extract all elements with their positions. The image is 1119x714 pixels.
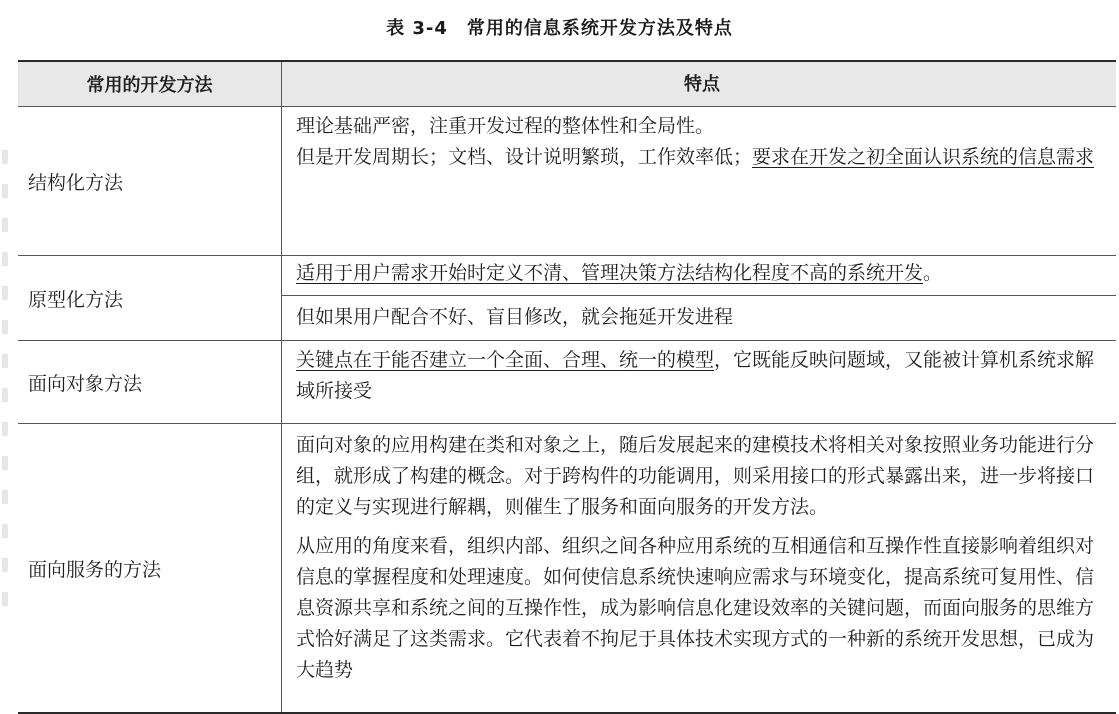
method-features xyxy=(282,256,1116,340)
method-features xyxy=(282,424,1116,712)
scan-margin-marks xyxy=(0,150,10,650)
table-row-structured xyxy=(18,107,1116,256)
method-name: 面向服务的方法 xyxy=(18,424,282,712)
feature-line xyxy=(296,142,1108,173)
feature-text: 。 xyxy=(923,262,943,284)
method-name: 原型化方法 xyxy=(18,256,282,340)
feature-line: 理论基础严密，注重开发过程的整体性和全局性。 xyxy=(296,115,715,137)
table-title: 表 3-4 常用的信息系统开发方法及特点 xyxy=(386,18,733,39)
table-header-row xyxy=(18,62,1116,107)
feature-text-underlined: 适用于用户需求开始时定义不清、管理决策方法结构化程度不高的系统开发 xyxy=(296,262,924,284)
method-name: 结构化方法 xyxy=(18,107,282,255)
feature-line xyxy=(296,258,1108,289)
feature-text: ，它既能反映问题域，又能被计算机系统求解域所接受 xyxy=(296,349,1095,402)
feature-paragraph: 面向对象的应用构建在类和对象之上，随后发展起来的建模技术将相关对象按照业务功能进行分组，就形成了构建的概念。对于跨构件的功能调用，则采用接口的形式暴露出来，进一步将接口的定义与实现进行解耦，则催生了服务和面向服务的开发方法。 xyxy=(296,434,1095,518)
method-features xyxy=(282,107,1116,255)
header-features: 特点 xyxy=(684,73,720,95)
method-name: 面向对象方法 xyxy=(18,341,282,423)
table-row-prototype xyxy=(18,256,1116,341)
feature-text: 但是开发周期长；文档、设计说明繁琐，工作效率低； xyxy=(296,146,753,168)
feature-paragraph: 从应用的角度来看，组织内部、组织之间各种应用系统的互相通信和互操作性直接影响着组织对信息的掌握程度和处理速度。如何使信息系统快速响应需求与环境变化，提高系统可复用性、信息资源共享和系统之间的互操作性，成为影响信息化建设效率的关键问题，而面向服务的思维方式恰好满足了这类需求。它代表着不拘尼于具体技术实现方式的一种新的系统开发思想，已成为大趋势 xyxy=(296,535,1095,681)
method-features xyxy=(282,341,1116,423)
table-row-object-oriented xyxy=(18,341,1116,424)
feature-line xyxy=(296,345,1108,407)
feature-text-underlined: 要求在开发之初全面认识系统的信息需求 xyxy=(752,146,1095,168)
table-row-service-oriented xyxy=(18,424,1116,712)
header-method: 常用的开发方法 xyxy=(18,62,282,106)
methods-table xyxy=(18,60,1116,714)
feature-line: 但如果用户配合不好、盲目修改，就会拖延开发进程 xyxy=(282,295,1116,333)
feature-text-underlined: 关键点在于能否建立一个全面、合理、统一的模型 xyxy=(296,349,715,371)
